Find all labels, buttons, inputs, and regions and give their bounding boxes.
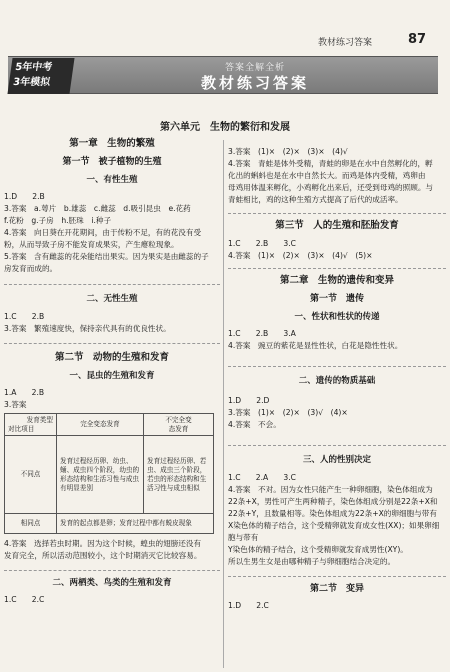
table-cell: 发育过程经历卵、幼虫、蛹、成虫四个阶段，幼虫的形态结构和生活习性与成虫有明显差别	[57, 436, 144, 514]
answer-line: 4.答案 选择若虫时期。因为这个时候，蝗虫的翅膀还没有	[4, 539, 202, 548]
answer-line: 所以生男生女是由哪种精子与卵细胞结合决定的。	[228, 557, 396, 566]
answer-line: 1.C 2.B 3.A	[228, 329, 296, 338]
answer-line: X染色体的精子结合，这个受精卵就发育成女性(XX)；如果卵细胞与带有	[228, 521, 440, 542]
right-column	[228, 146, 446, 612]
page-number: 87	[408, 32, 427, 47]
section-title: 第一节 遗传	[309, 294, 364, 304]
answer-line: 化出的蝌蚪也是在水中自然长大。而鸡是体内受精，鸡卵由	[228, 171, 426, 180]
section-title: 第二节 动物的生殖和发育	[54, 352, 169, 363]
answer-line: 1.C 2.A 3.C	[228, 473, 296, 482]
divider	[228, 576, 446, 577]
subsection-title: 三、人的性别决定	[302, 455, 371, 465]
answer-line: 4.答案 青蛙是体外受精，青蛙的卵是在水中自然孵化的，孵	[228, 159, 433, 168]
section-title: 第二节 变异	[309, 584, 364, 594]
answer-line: f.花粉 g.子房 h.胚珠 i.种子	[4, 216, 112, 225]
subsection-title: 二、两栖类、鸟类的生殖和发育	[52, 578, 172, 588]
section-title: 第三节 人的生殖和胚胎发育	[275, 220, 399, 231]
answer-line: 3.答案	[4, 400, 27, 409]
divider	[228, 268, 446, 269]
table-row	[5, 414, 214, 436]
divider	[228, 445, 446, 446]
table-header-full: 完全变态发育	[57, 414, 144, 436]
answer-line: 22条+Y，且数量相等。染色体组成为22条+X的卵细胞与带有	[228, 509, 437, 518]
table-row-label: 相同点	[5, 514, 57, 534]
divider	[4, 343, 220, 344]
table-row	[5, 514, 214, 534]
answer-line: 3.答案 (1)× (2)× (3)√ (4)×	[228, 408, 348, 417]
answer-line: 4.答案 不会。	[228, 420, 281, 429]
answer-line: 4.答案 向日葵在开花期间，由于传粉不足，有的花没有受	[4, 228, 202, 237]
banner-title: 教材练习答案	[200, 74, 309, 92]
subsection-title: 一、有性生殖	[86, 175, 138, 185]
divider	[228, 213, 446, 214]
answer-line: 5.答案 含有雌蕊的花朵能结出果实。因为果实是由雌蕊的子	[4, 252, 209, 261]
table-cell: 发育的起点都是卵；发育过程中都有蜕皮现象	[57, 514, 214, 534]
answer-line: 1.D 2.B	[4, 192, 45, 201]
answer-line: 1.C 2.B 3.C	[228, 239, 296, 248]
unit-title: 第六单元 生物的繁衍和发展	[160, 122, 290, 133]
answer-line: 4.答案 豌豆的紫花是显性性状，白花是隐性性状。	[228, 341, 403, 350]
answer-line: 3.答案 a.萼片 b.雄蕊 c.雌蕊 d.吸引昆虫 e.花药	[4, 204, 191, 213]
answer-line: Y染色体的精子结合，这个受精卵就发育成男性(XY)。	[228, 545, 408, 554]
chapter-title: 第二章 生物的遗传和变异	[279, 275, 394, 286]
subsection-title: 二、遗传的物质基础	[298, 376, 376, 386]
answer-line: 1.D 2.D	[228, 396, 270, 405]
table-row	[5, 436, 214, 514]
table-header-incomplete: 不完全变 态发育	[144, 414, 214, 436]
left-column	[4, 138, 220, 606]
answer-line: 发育完全，所以活动范围较小，这个时期消灭它比较容易。	[4, 551, 202, 560]
subsection-title: 一、昆虫的生殖和发育	[69, 371, 155, 381]
running-header: 教材练习答案	[318, 38, 373, 48]
chapter-title: 第一章 生物的繁殖	[69, 138, 155, 149]
subsection-title: 二、无性生殖	[86, 294, 138, 304]
answer-line: 母鸡用体温来孵化，小鸡孵化出来后，还受到母鸡的照顾。与	[228, 183, 434, 192]
divider	[228, 366, 446, 367]
answer-line: 4.答案 (1)× (2)× (3)× (4)√ (5)×	[228, 251, 373, 260]
answer-line: 1.A 2.B	[4, 388, 45, 397]
answer-line: 1.C 2.B	[4, 312, 45, 321]
column-separator	[223, 140, 224, 668]
answer-line: 粉，从而导致子房不能发育成果实，产生瘪粒现象。	[4, 240, 179, 249]
brand-logo: 5年中考 3年模拟	[7, 58, 74, 94]
table-cell: 发育过程经历卵、若虫、成虫三个阶段，若虫的形态结构和生活习性与成虫相似	[144, 436, 214, 514]
banner-subtitle: 答案全解全析	[224, 63, 285, 73]
answer-line: 房发育而成的。	[4, 264, 58, 273]
section-title: 第一节 被子植物的生殖	[62, 157, 162, 167]
divider	[4, 570, 220, 571]
answer-line: 22条+X，男性可产生两种精子，染色体组成分别是22条+X和	[228, 497, 438, 506]
answer-line: 4.答案 不对。因为女性只能产生一种卵细胞，染色体组成为	[228, 485, 433, 494]
answer-line: 3.答案 (1)× (2)× (3)× (4)√	[228, 147, 348, 156]
answer-line: 青蛙相比，鸡的这种生殖方式提高了后代的成活率。	[228, 195, 403, 204]
table-row-label: 不同点	[5, 436, 57, 514]
subsection-title: 一、性状和性状的传递	[294, 312, 380, 322]
answer-line: 1.C 2.C	[4, 595, 45, 604]
comparison-table	[4, 413, 214, 534]
answer-line: 3.答案 繁殖速度快，保持亲代具有的优良性状。	[4, 324, 171, 333]
table-corner-cell: 发育类型 对比项目	[5, 414, 57, 436]
answer-line: 1.D 2.C	[228, 601, 269, 610]
divider	[4, 284, 220, 285]
